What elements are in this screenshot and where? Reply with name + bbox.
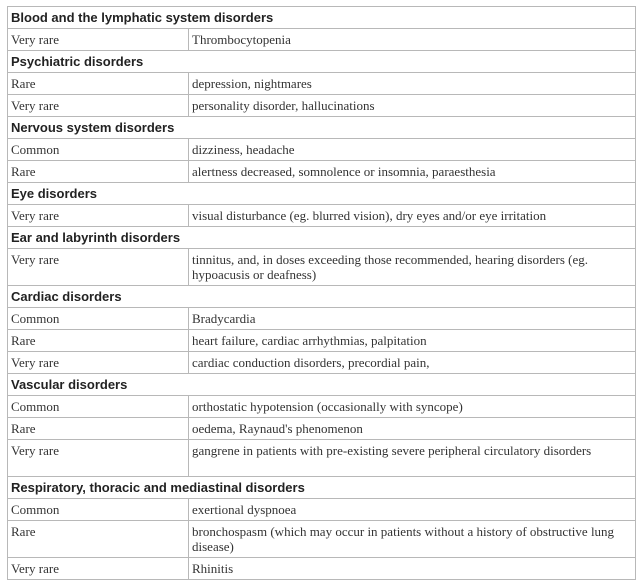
- table-row: [8, 161, 636, 183]
- frequency-cell: Rare: [8, 161, 189, 183]
- section-header-row: [8, 117, 636, 139]
- section-title: Eye disorders: [8, 183, 636, 205]
- effect-cell: depression, nightmares: [189, 73, 636, 95]
- effect-cell: Bradycardia: [189, 308, 636, 330]
- table-row: [8, 521, 636, 558]
- section-header-row: [8, 183, 636, 205]
- table-row: [8, 249, 636, 286]
- section-title: Nervous system disorders: [8, 117, 636, 139]
- table-row: [8, 352, 636, 374]
- table-row: [8, 308, 636, 330]
- section-title: Cardiac disorders: [8, 286, 636, 308]
- frequency-cell: Rare: [8, 73, 189, 95]
- table-row: [8, 330, 636, 352]
- frequency-cell: Rare: [8, 521, 189, 558]
- effect-cell: Thrombocytopenia: [189, 29, 636, 51]
- effect-cell: orthostatic hypotension (occasionally with syncope): [189, 396, 636, 418]
- effect-cell: cardiac conduction disorders, precordial pain,: [189, 352, 636, 374]
- frequency-cell: Common: [8, 139, 189, 161]
- effect-cell: bronchospasm (which may occur in patients without a history of obstructive lung disease): [189, 521, 636, 558]
- effect-cell: visual disturbance (eg. blurred vision), dry eyes and/or eye irritation: [189, 205, 636, 227]
- effect-cell: tinnitus, and, in doses exceeding those recommended, hearing disorders (eg. hypoacusis or deafness): [189, 249, 636, 286]
- frequency-cell: Very rare: [8, 558, 189, 580]
- effect-cell: oedema, Raynaud's phenomenon: [189, 418, 636, 440]
- frequency-cell: Common: [8, 396, 189, 418]
- effect-cell: Rhinitis: [189, 558, 636, 580]
- section-title: Vascular disorders: [8, 374, 636, 396]
- effect-cell: gangrene in patients with pre-existing severe peripheral circulatory disorders: [189, 440, 636, 477]
- effect-cell: heart failure, cardiac arrhythmias, palpitation: [189, 330, 636, 352]
- section-header-row: [8, 286, 636, 308]
- section-header-row: [8, 7, 636, 29]
- table-row: [8, 499, 636, 521]
- table-row: [8, 558, 636, 580]
- frequency-cell: Very rare: [8, 29, 189, 51]
- effect-cell: dizziness, headache: [189, 139, 636, 161]
- section-title: Respiratory, thoracic and mediastinal disorders: [8, 477, 636, 499]
- frequency-cell: Rare: [8, 330, 189, 352]
- table-row: [8, 139, 636, 161]
- frequency-cell: Very rare: [8, 95, 189, 117]
- effect-cell: alertness decreased, somnolence or insomnia, paraesthesia: [189, 161, 636, 183]
- frequency-cell: Very rare: [8, 352, 189, 374]
- adverse-effects-table: [7, 6, 636, 580]
- effect-cell: exertional dyspnoea: [189, 499, 636, 521]
- table-row: [8, 95, 636, 117]
- table-row: [8, 73, 636, 95]
- section-title: Blood and the lymphatic system disorders: [8, 7, 636, 29]
- table-row: [8, 205, 636, 227]
- section-title: Ear and labyrinth disorders: [8, 227, 636, 249]
- table-row: [8, 440, 636, 477]
- frequency-cell: Very rare: [8, 249, 189, 286]
- section-title: Psychiatric disorders: [8, 51, 636, 73]
- table-row: [8, 396, 636, 418]
- frequency-cell: Very rare: [8, 440, 189, 477]
- section-header-row: [8, 51, 636, 73]
- frequency-cell: Rare: [8, 418, 189, 440]
- section-header-row: [8, 227, 636, 249]
- table-row: [8, 418, 636, 440]
- frequency-cell: Common: [8, 308, 189, 330]
- effect-cell: personality disorder, hallucinations: [189, 95, 636, 117]
- frequency-cell: Common: [8, 499, 189, 521]
- frequency-cell: Very rare: [8, 205, 189, 227]
- section-header-row: [8, 477, 636, 499]
- table-row: [8, 29, 636, 51]
- section-header-row: [8, 374, 636, 396]
